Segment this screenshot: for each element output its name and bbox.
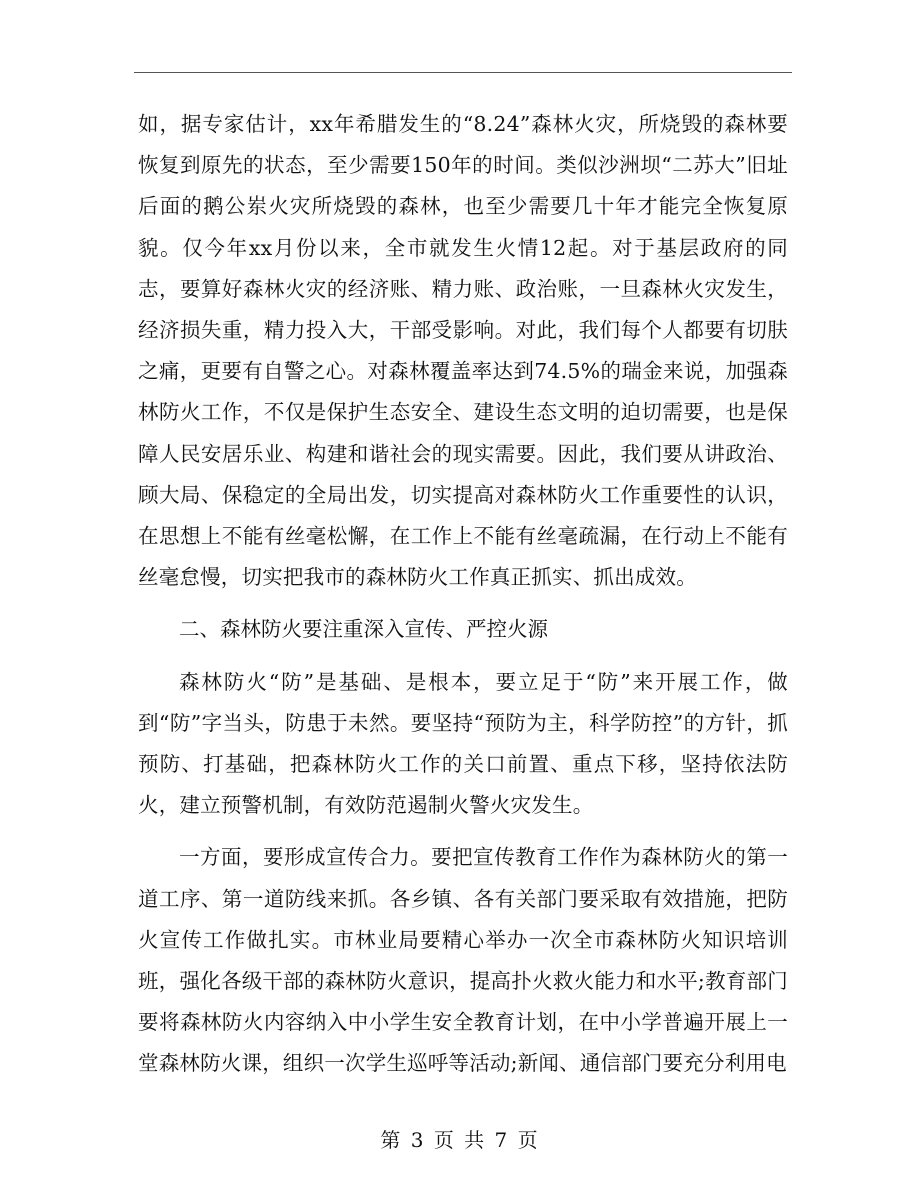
page-footer: 第 3 页 共 7 页 bbox=[380, 1128, 540, 1152]
document-body bbox=[138, 104, 788, 1085]
section-heading: 二、森林防火要注重深入宣传、严控火源 bbox=[179, 617, 548, 642]
header-rule bbox=[134, 72, 792, 73]
paragraph-continuation: 如，据专家估计，xx年希腊发生的“8.24”森林火灾，所烧毁的森林要恢复到原先的状态，至少需要150年的时间。类似沙洲坝“二苏大”旧址后面的鹅公岽火灾所烧毁的森林，也至少需要几十年才能完全恢复原貌。仅今年xx月份以来，全市就发生火情12起。对于基层政府的同志，要算好森林火灾的经济账、精力账、政治账，一旦森林火灾发生，经济损失重，精力投入大，干部受影响。对此，我们每个人都要有切肤之痛，更要有自警之心。对森林覆盖率达到74.5%的瑞金来说，加强森林防火工作，不仅是保护生态安全、建设生态文明的迫切需要，也是保障人民安居乐业、构建和谐社会的现实需要。因此，我们要从讲政治、顾大局、保稳定的全局出发，切实提高对森林防火工作重要性的认识，在思想上不能有丝毫松懈，在工作上不能有丝毫疏漏，在行动上不能有丝毫怠慢，切实把我市的森林防火工作真正抓实、抓出成效。 bbox=[138, 112, 788, 590]
paragraph-publicity: 一方面，要形成宣传合力。要把宣传教育工作作为森林防火的第一道工序、第一道防线来抓。各乡镇、各有关部门要采取有效措施，把防火宣传工作做扎实。市林业局要精心举办一次全市森林防火知识培训班，强化各级干部的森林防火意识，提高扑火救火能力和水平;教育部门要将森林防火内容纳入中小学生安全教育计划，在中小学普遍开展上一堂森林防火课，组织一次学生巡呼等活动;新闻、通信部门要充分利用电 bbox=[138, 845, 788, 1076]
paragraph-prevention: 森林防火“防”是基础、是根本，要立足于“防”来开展工作，做到“防”字当头，防患于未然。要坚持“预防为主，科学防控”的方针，抓预防、打基础，把森林防火工作的关口前置、重点下移，坚持依法防火，建立预警机制，有效防范遏制火警火灾发生。 bbox=[138, 669, 788, 818]
